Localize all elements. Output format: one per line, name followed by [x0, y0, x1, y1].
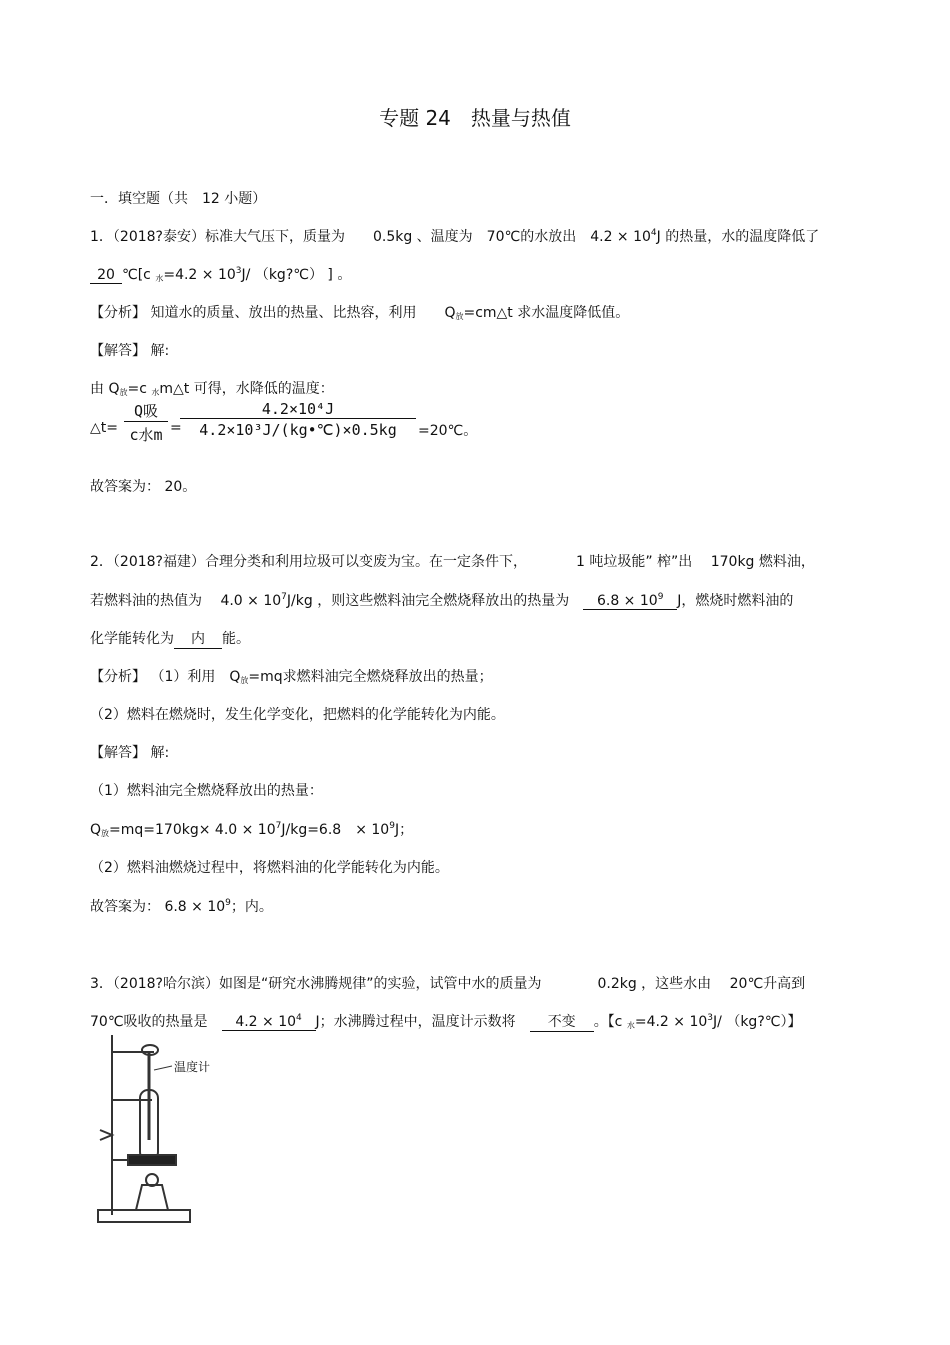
q3-line2: 70℃吸收的热量是 $4.2 \times 10^4$ J；水沸腾过程中，温度计示数将 不变 。【c $_水=4.2 \times 10^3J/$ （kg?℃）】: [90, 1013, 802, 1030]
thermometer-label: 温度计: [174, 1060, 211, 1074]
q2-solve-line1: （1）燃料油完全燃烧释放出的热量：: [90, 783, 323, 799]
q2-analysis2: （2）燃料在燃烧时，发生化学变化，把燃料的化学能转化为内能。: [90, 707, 505, 723]
q2-line2: 若燃料油的热值为 $4.0 \times 10^7J/kg$ ，则这些燃料油完全燃烧释放出的热量为 $6.8 \times 10^9$ J，燃烧时燃料油的: [90, 592, 794, 609]
q3-answer1: $4.2 \times 10^4$: [222, 1013, 316, 1031]
q2-solve-line2: $Q_放=mq=170kg\times 4.0 \times 10^7J/kg=6.8$ × $10^9J$；: [90, 821, 414, 838]
q2-solve-line3: （2）燃料油燃烧过程中，将燃料油的化学能转化为内能。: [90, 860, 449, 876]
q1-solve-heading: 【解答】 解:: [90, 343, 170, 359]
q2-analysis1: 【分析】 （1）利用 $Q_放=mq$求燃料油完全燃烧释放出的热量；: [90, 669, 493, 685]
q2-answer2: 内: [174, 628, 222, 649]
fraction-q-over-cm: [124, 400, 168, 445]
page-title: 专题 24 热量与热值: [379, 106, 571, 130]
q1-line1: 1．（2018?泰安）标准大气压下，质量为 0.5kg 、温度为 70℃的水放出 $4.2 \times 10^4J$ 的热量，水的温度降低了: [90, 228, 820, 245]
alcohol-burner: [136, 1185, 168, 1210]
apparatus-drawing: [92, 1030, 252, 1230]
q1-line2: 20 ℃[c $_水=4.2 \times 10^3J/$ （kg?℃） ] 。: [90, 264, 351, 284]
fraction2-numerator: 4.2×10⁴J: [261, 400, 335, 418]
formula-result: =20℃。: [418, 423, 478, 439]
q1-answer: 20: [90, 267, 122, 284]
fraction1-denominator: c水m: [124, 421, 168, 445]
fraction1-numerator: Q吸: [133, 402, 159, 420]
fraction-values: [180, 400, 416, 439]
boiling-experiment-figure: [92, 1030, 252, 1230]
q3-answer2: 不变: [530, 1011, 594, 1032]
q1-analysis: 【分析】 知道水的质量、放出的热量、比热容，利用 $Q_放=cm\triangle t$ 求水温度降低值。: [90, 305, 630, 321]
q1-formula: [90, 400, 510, 460]
fraction2-denominator: 4.2×10³J/(kg•℃)×0.5kg: [180, 418, 416, 439]
section-heading: 一．填空题（共 12 小题）: [90, 191, 267, 207]
q2-solve-heading: 【解答】 解:: [90, 745, 170, 761]
q2-line1: 2．（2018?福建）合理分类和利用垃圾可以变废为宝。在一定条件下， 1 吨垃圾能” 榨”出 170kg 燃料油，: [90, 554, 815, 570]
q2-line3: 化学能转化为 内 能。: [90, 628, 250, 649]
delta-t-label: △t=: [90, 420, 118, 436]
wire-gauze: [128, 1155, 176, 1165]
equals-sign: =: [170, 420, 182, 436]
q3-line1: 3．（2018?哈尔滨）如图是“研究水沸腾规律”的实验，试管中水的质量为 0.2kg ，这些水由 20℃升高到: [90, 976, 806, 992]
q1-solve-line1: 由 $Q_放=c$ $_水$m△t 可得，水降低的温度：: [90, 381, 334, 397]
q2-final-answer: 故答案为： $6.8 \times 10^9$；内。: [90, 898, 273, 915]
q1-final-answer: 故答案为： 20。: [90, 479, 197, 495]
q2-answer1: $6.8 \times 10^9$: [583, 592, 677, 610]
